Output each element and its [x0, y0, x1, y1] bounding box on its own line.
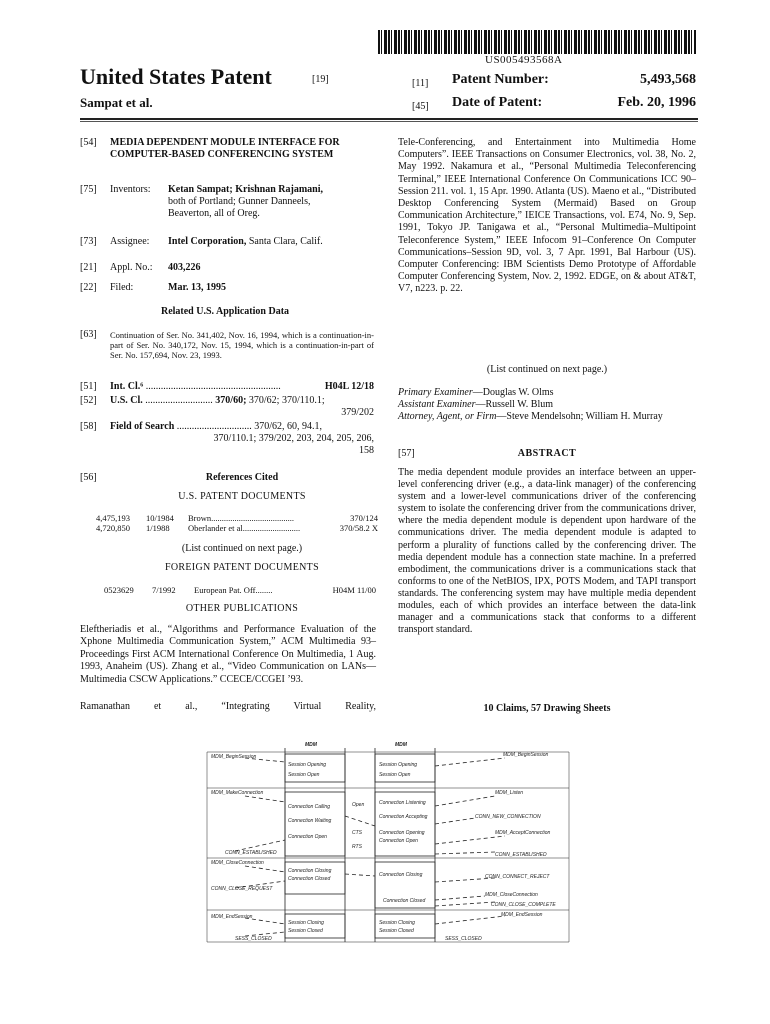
diagram-label: Connection Calling	[288, 804, 330, 810]
abstract-code: [57]	[398, 448, 415, 459]
us-cl-value: 370/60;	[215, 395, 247, 406]
arrow	[245, 866, 285, 872]
field-22-code: [22]	[80, 282, 97, 293]
arrow	[245, 796, 285, 802]
us-doc-row	[96, 523, 378, 533]
diagram-label: Session Closing	[379, 920, 415, 926]
references-heading: References Cited	[205, 472, 279, 483]
us-doc-cls: 370/58.2 X	[339, 523, 378, 533]
appl-no-label: Appl. No.:	[110, 262, 153, 273]
field-of-search-label: Field of Search	[110, 421, 175, 432]
diagram-label: Session Closed	[379, 928, 414, 934]
diagram-label: Connection Open	[379, 838, 418, 844]
attorney-label: Attorney, Agent, or Firm	[398, 411, 497, 422]
patent-number-label: Patent Number:	[452, 72, 549, 87]
title-code: [19]	[312, 74, 329, 85]
diagram-label: Connection Closed	[383, 898, 426, 904]
us-doc-row	[96, 513, 378, 523]
us-doc-num: 4,475,193	[96, 513, 130, 523]
field-54-code: [54]	[80, 137, 97, 148]
attorney: Steve Mendelsohn; William H. Murray	[506, 411, 663, 422]
examiners: Primary Examiner—Douglas W. Olms Assistant Examiner—Russell W. Blum Attorney, Agent, or Firm—Steve Mendelsohn; William H. Murray	[398, 387, 663, 422]
field-51-code: [51]	[80, 381, 97, 392]
diagram-label: CONN_CLOSE_COMPLETE	[491, 902, 556, 908]
us-cl-line	[110, 395, 325, 407]
header-rule	[80, 118, 698, 120]
diagram-label: MDM_BeginSession	[211, 754, 257, 760]
diagram-col-right: MDM	[395, 742, 407, 748]
arrow	[435, 818, 475, 824]
diagram-label: Connection Open	[288, 834, 327, 840]
int-cl-label: Int. Cl.⁶	[110, 381, 144, 392]
abstract-heading: ABSTRACT	[517, 448, 577, 459]
us-cl-dots: ...........................	[145, 395, 213, 406]
field-of-search-dots: ..............................	[176, 421, 252, 432]
other-pubs-heading: OTHER PUBLICATIONS	[185, 603, 299, 614]
foreign-doc-row	[104, 585, 376, 595]
diagram-label: Session Opening	[379, 762, 418, 768]
state-diagram	[205, 736, 570, 946]
diagram-label: MDM_EndSession	[211, 914, 253, 920]
diagram-label: CONN_NEW_CONNECTION	[475, 814, 541, 820]
diagram-label: CONN_ESTABLISHED	[225, 850, 277, 856]
field-63-code: [63]	[80, 329, 97, 340]
field-of-search-3: 158	[359, 445, 374, 456]
diagram-label: MDM_EndSession	[501, 912, 543, 918]
diagram-label: Session Closing	[288, 920, 324, 926]
us-doc-cls: 370/124	[350, 513, 378, 523]
us-doc-name: Brown	[188, 513, 212, 523]
diagram-label: Connection Opening	[379, 830, 425, 836]
diagram-label: Session Closed	[288, 928, 323, 934]
diagram-label: CONN_ESTABLISHED	[495, 852, 547, 858]
foreign-doc-dots: .......	[257, 585, 273, 595]
arrow	[435, 836, 505, 844]
diagram-label: CONN_CONNECT_REJECT	[485, 874, 550, 880]
foreign-doc-cls: H04M 11/00	[332, 585, 376, 595]
assignee-label: Assignee:	[110, 236, 150, 247]
arrow	[435, 852, 495, 854]
appl-no: 403,226	[168, 262, 201, 273]
assignee-location: Santa Clara, Calif.	[248, 236, 323, 247]
state-box	[285, 914, 345, 938]
patent-number-code: [11]	[412, 78, 429, 89]
us-cl-rest2: 379/202	[341, 407, 374, 418]
authors: Sampat et al.	[80, 95, 153, 110]
field-of-search-2: 370/110.1; 379/202, 203, 204, 205, 206,	[213, 433, 374, 444]
us-doc-dots: ..........................	[244, 523, 301, 533]
diagram-label: Connection Waiting	[288, 818, 332, 824]
diagram-label: MDM_CloseConnection	[211, 860, 264, 866]
field-75-code: [75]	[80, 184, 97, 195]
us-cl-label: U.S. Cl.	[110, 395, 143, 406]
us-docs-list	[96, 513, 378, 533]
state-box	[285, 792, 345, 856]
foreign-docs-heading: FOREIGN PATENT DOCUMENTS	[165, 562, 319, 573]
related-heading: Related U.S. Application Data	[160, 306, 290, 317]
diagram-label: Connection Listening	[379, 800, 426, 806]
diagram-label: MDM_Listen	[495, 790, 524, 796]
diagram-label: Connection Accepting	[379, 814, 428, 820]
other-pubs-last-line: Ramanathan et al., “Integrating Virtual Reality,	[80, 701, 376, 712]
inventor-rest-1: both of Portland; Gunner Danneels,	[168, 196, 311, 207]
field-of-search-line	[110, 421, 322, 433]
diagram-label: MDM_MakeConnection	[211, 790, 264, 796]
field-58-code: [58]	[80, 421, 97, 432]
arrow	[345, 874, 375, 876]
filed-date: Mar. 13, 1995	[168, 282, 226, 293]
int-cl-dots: ......................................................	[145, 381, 281, 392]
date-value: Feb. 20, 1996	[617, 95, 696, 110]
diagram-label: RTS	[352, 844, 362, 850]
us-doc-num: 4,720,850	[96, 523, 130, 533]
arrow	[435, 796, 495, 806]
int-cl-value: H04L 12/18	[310, 381, 374, 393]
us-doc-date: 10/1984	[146, 513, 174, 523]
assistant-examiner: Russell W. Blum	[485, 399, 554, 410]
us-doc-dots: .......................................	[211, 513, 295, 523]
field-52-code: [52]	[80, 395, 97, 406]
diagram-label: CTS	[352, 830, 362, 836]
assignee	[168, 236, 323, 248]
invention-title: MEDIA DEPENDENT MODULE INTERFACE FOR COMPUTER-BASED CONFERENCING SYSTEM	[110, 137, 340, 160]
diagram-label: MDM_AcceptConnection	[495, 830, 551, 836]
filed-label: Filed:	[110, 282, 134, 293]
foreign-doc-num: 0523629	[104, 585, 134, 595]
diagram-label: Session Opening	[288, 762, 327, 768]
state-box	[375, 914, 435, 938]
arrow	[435, 916, 505, 924]
us-doc-name: Oberlander et al.	[188, 523, 245, 533]
diagram-label: Session Open	[288, 772, 320, 778]
arrow	[435, 902, 495, 906]
arrow	[435, 758, 505, 766]
abstract-text: The media dependent module provides an interface between an upper-level conferencing driver (e.g., a data-link manager) of the conferencing system and a lower-level communications driver of the conferencing system to isolate the conferencing driver from the communications driver, where the media dependent module is dependent upon hardware of the communications driver. The media dependent module is adapted to perform a plurality of functions called by the conferencing driver. The media dependent module has a connection state machine. In a preferred embodiment, the communications driver is a communications stack that conforms to one of the NetBIOS, IPX, POTS Modem, and TAPI transport standards. The conferencing system may have multiple media dependent modules, each of which provides an interface between the data-link manager and a communications stack that conforms to a different transport standard.	[398, 467, 696, 636]
field-21-code: [21]	[80, 262, 97, 273]
foreign-doc-name: European Pat. Off.	[194, 585, 258, 595]
diagram-col-left: MDM	[305, 742, 317, 748]
assistant-examiner-label: Assistant Examiner	[398, 399, 476, 410]
diagram-label: Connection Closing	[288, 868, 332, 874]
other-pubs: Eleftheriadis et al., “Algorithms and Performance Evaluation of the Xphone Multimedia Communication System,” ACM Multimedia 93–Proceedings First ACM International Conference On Multimedia, 1 Aug. 1993, Anaheim (US). Zhang et al., “Video Communication on LANs—Multimedia CSCW Applications.” CCECE/CCGEI ’93.	[80, 624, 376, 685]
patent-number-value: 5,493,568	[640, 72, 696, 87]
field-of-search-1: 370/62, 60, 94.1,	[254, 421, 323, 432]
field-56-code: [56]	[80, 472, 97, 483]
barcode-number: US005493568A	[485, 54, 563, 66]
diagram-label: Session Open	[379, 772, 411, 778]
header-rule-thin	[80, 121, 698, 122]
date-label: Date of Patent:	[452, 95, 543, 110]
date-code: [45]	[412, 101, 429, 112]
diagram-label: CONN_CLOSE_REQUEST	[211, 886, 273, 892]
primary-examiner: Douglas W. Olms	[482, 387, 554, 398]
primary-examiner-label: Primary Examiner	[398, 387, 473, 398]
inventors-label: Inventors:	[110, 184, 151, 195]
document-title: United States Patent	[80, 64, 272, 89]
arrow	[435, 896, 485, 900]
diagram-label: MDM_BeginSession	[503, 752, 549, 758]
claims-line: 10 Claims, 57 Drawing Sheets	[483, 703, 611, 714]
diagram-label: Open	[352, 802, 365, 808]
us-list-continued: (List continued on next page.)	[181, 543, 303, 554]
right-list-continued: (List continued on next page.)	[486, 364, 608, 375]
continuation-text: Continuation of Ser. No. 341,402, Nov. 16, 1994, which is a continuation-in-part of Ser. No. 340,172, Nov. 15, 1994, which is a continuation-in-part of Ser. No. 157,694, Nov. 23, 1993.	[110, 330, 374, 360]
inventor-rest-2: Beaverton, all of Oreg.	[168, 208, 260, 219]
us-doc-date: 1/1988	[146, 523, 170, 533]
arrow	[345, 816, 375, 826]
assignee-name: Intel Corporation,	[168, 236, 247, 247]
foreign-doc-date: 7/1992	[152, 585, 176, 595]
inventors	[168, 184, 378, 220]
diagram-label: SESS_CLOSED	[445, 936, 482, 942]
diagram-label: Connection Closing	[379, 872, 423, 878]
diagram-label: SESS_CLOSED	[235, 936, 272, 942]
diagram-label: MDM_CloseConnection	[485, 892, 538, 898]
us-docs-heading: U.S. PATENT DOCUMENTS	[178, 491, 306, 502]
inventor-names: Ketan Sampat; Krishnan Rajamani,	[168, 184, 324, 195]
state-diagram-svg	[205, 736, 570, 946]
other-pubs-continued: Tele-Conferencing, and Entertainment into Multimedia Home Computers”. IEEE Transactions on Consumer Electronics, vol. 38, No. 2, May 1992. Nakamura et al., “Personal Multimedia Teleconferencing Terminal,” IEEE International Conference On Communications ICC 90–Session 211. vol. 1, 15 Apr. 1990. Atlanta (US). Maeno et al., “Distributed Desktop Conferencing System (Mermaid) Based on Group Communication Architecture,” IEICE Transactions, vol. E74, No. 9, Sep. 1991, Tokyo JP. Tanigawa et al., “Personal Multimedia–Multipoint Teleconference System,” IEEE Infocom 91–Conference On Computer Communications–Session 9D, vol. 3, 7 Apr. 1991, Bal Harbour (US). Computer Conferencing: IBM Scientists Demo Prototype of Affordable Computer Conferencing System, Nov. 2, 1992. EDGE, on & about AT&T, V7, n223. p. 22.	[398, 137, 696, 295]
diagram-label: Connection Closed	[288, 876, 331, 882]
field-73-code: [73]	[80, 236, 97, 247]
barcode	[378, 30, 696, 54]
us-cl-rest: 370/62; 370/110.1;	[248, 395, 325, 406]
